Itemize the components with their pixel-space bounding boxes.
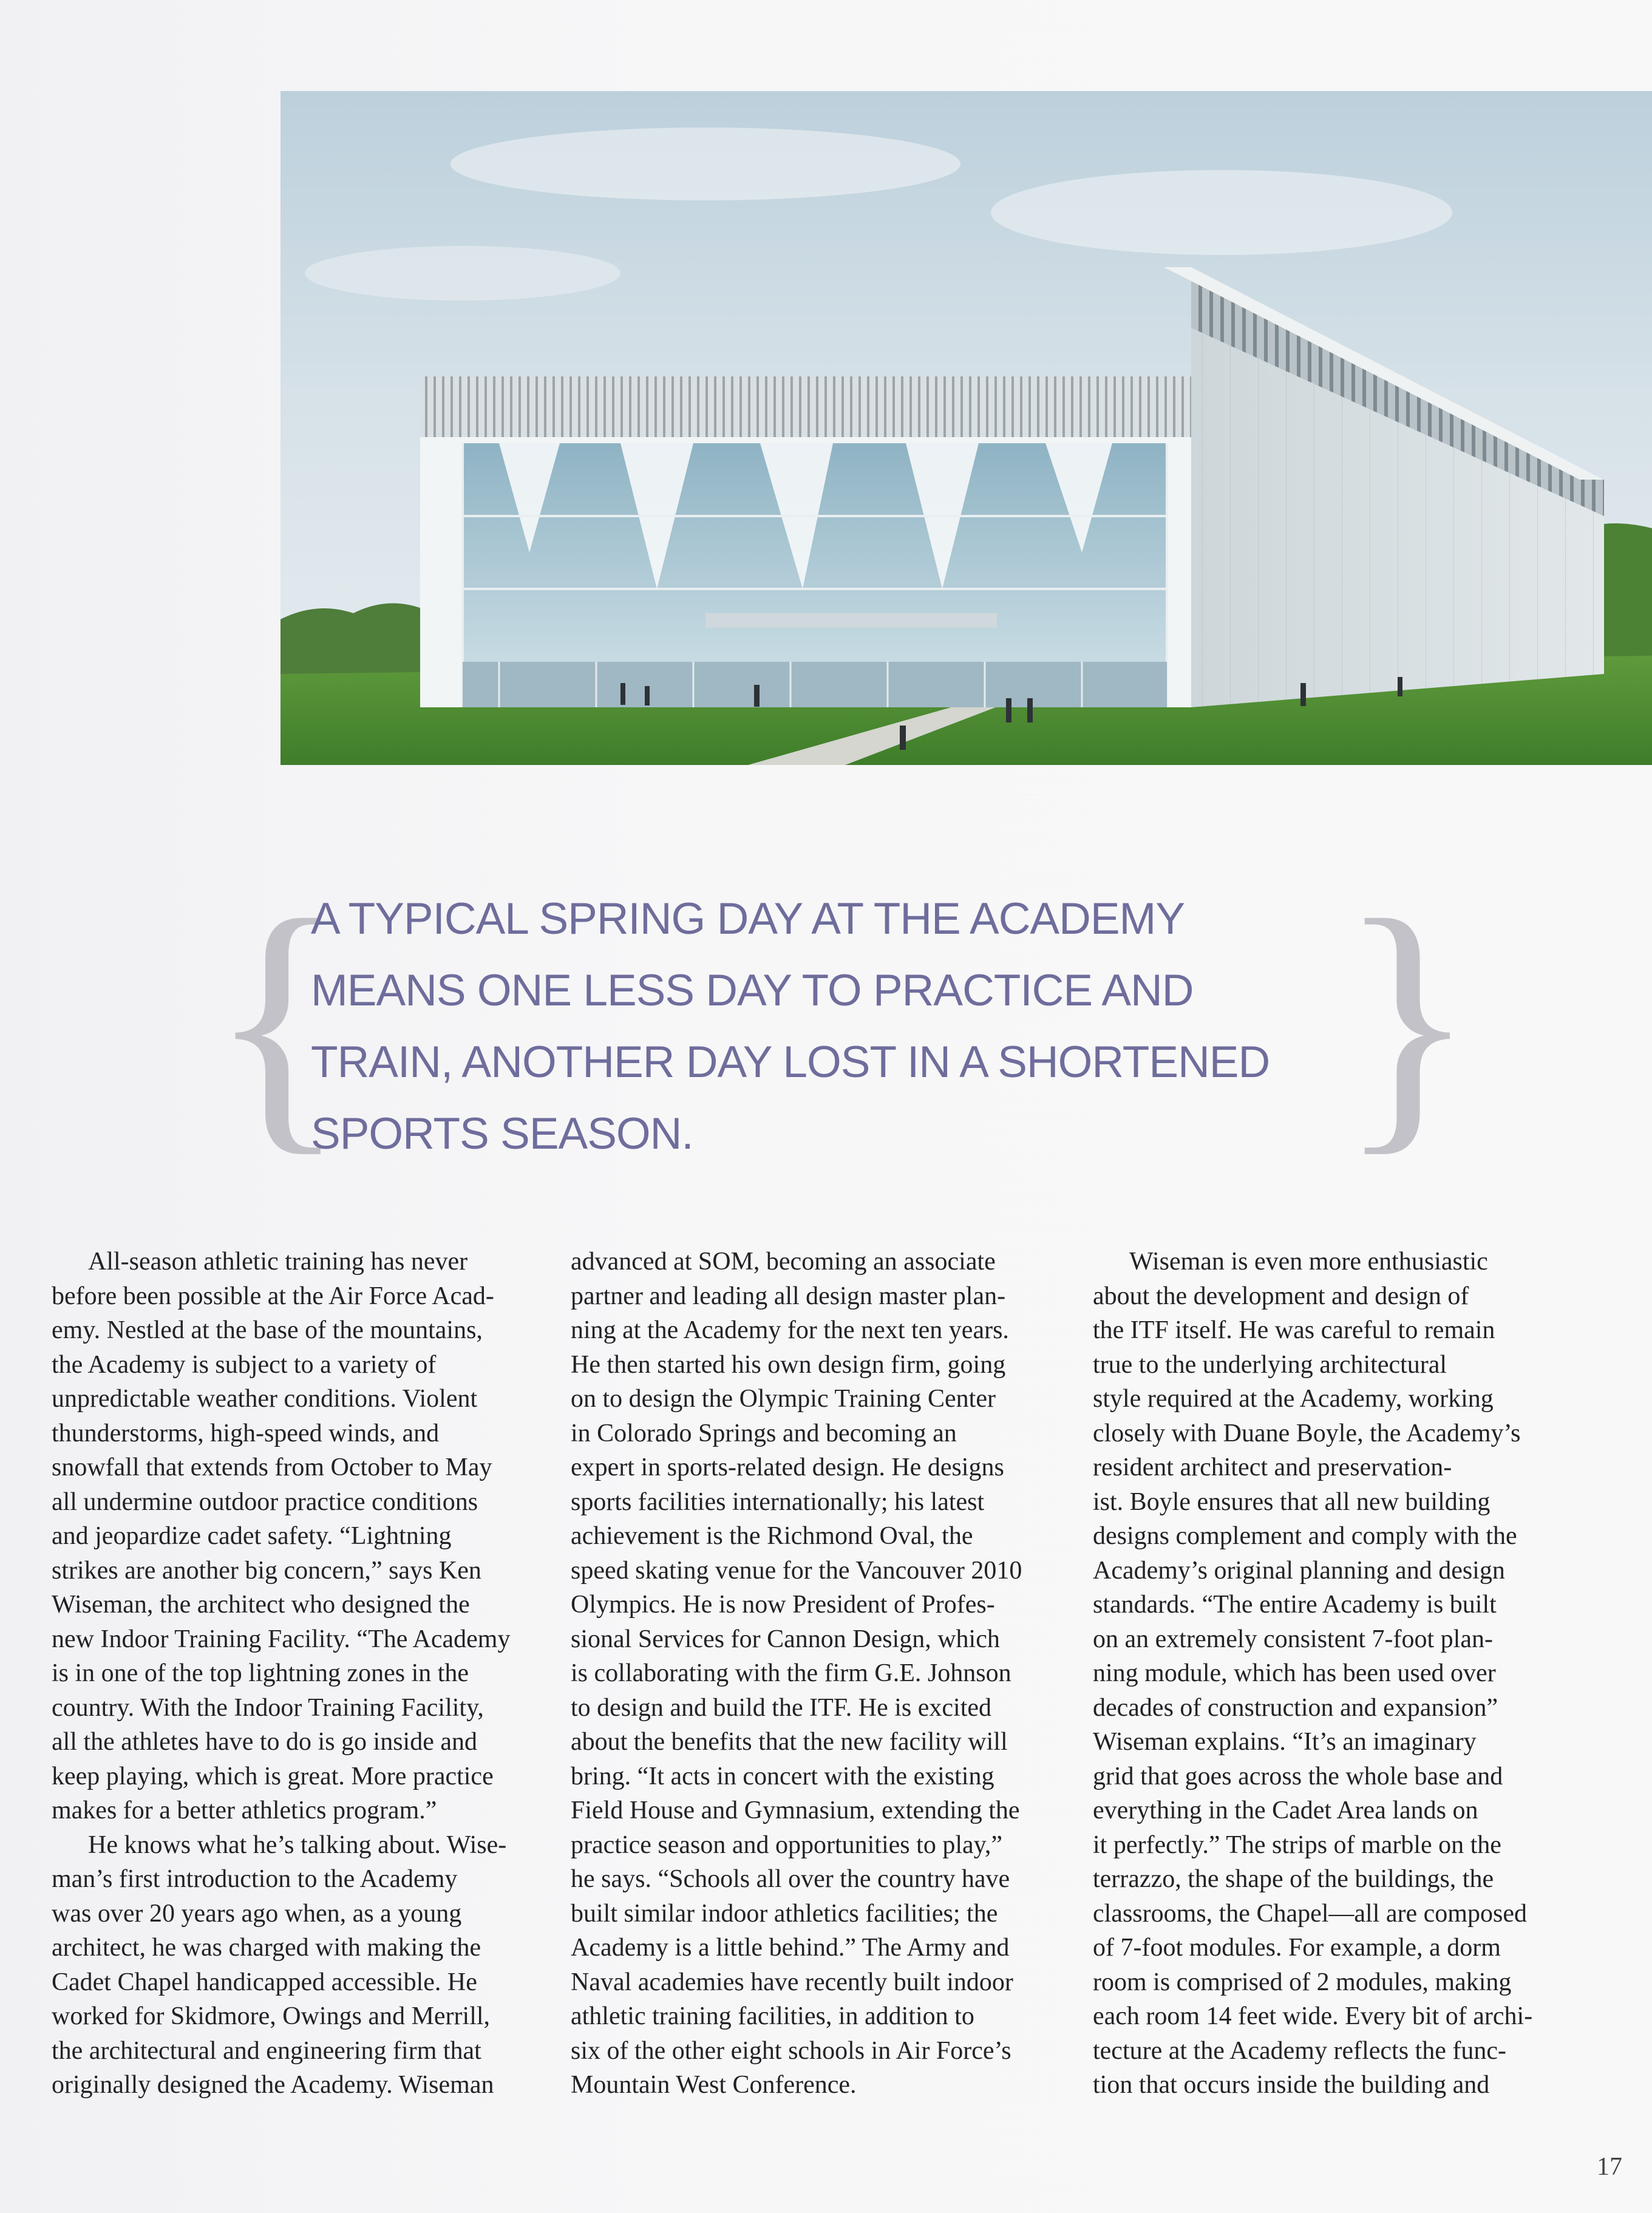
pull-quote-close-brace: } (1339, 862, 1476, 1178)
text-line: standards. “The entire Academy is built (1093, 1591, 1497, 1619)
text-line: all the athletes have to do is go inside and (52, 1728, 477, 1756)
text-line: built similar indoor athletics facilities; the (571, 1899, 998, 1928)
text-line: Wiseman explains. “It’s an imaginary (1093, 1728, 1477, 1756)
text-line: new Indoor Training Facility. “The Academy (52, 1625, 511, 1653)
text-line: about the development and design of (1093, 1282, 1469, 1310)
article-column-2 (571, 1245, 1069, 2103)
pull-quote-line: MEANS ONE LESS DAY TO PRACTICE AND (311, 966, 1194, 1015)
text-line: was over 20 years ago when, as a young (52, 1899, 462, 1928)
text-line: everything in the Cadet Area lands on (1093, 1797, 1478, 1824)
text-line: Naval academies have recently built indoor (571, 1968, 1013, 1996)
text-line: the architectural and engineering firm that (52, 2036, 481, 2065)
text-line: resident architect and preservation- (1093, 1453, 1452, 1481)
text-line: he says. “Schools all over the country have (571, 1865, 1010, 1893)
hero-building-rendering (280, 91, 1652, 765)
pull-quote (311, 883, 1355, 1170)
text-line: Mountain West Conference. (571, 2071, 857, 2099)
text-line: He then started his own design firm, going (571, 1350, 1006, 1379)
text-line: Academy is a little behind.” The Army and (571, 1934, 1010, 1962)
text-line: advanced at SOM, becoming an associate (571, 1248, 996, 1276)
text-line: style required at the Academy, working (1093, 1385, 1494, 1413)
text-line: six of the other eight schools in Air Force’s (571, 2036, 1011, 2065)
text-line: Wiseman is even more enthusiastic (1129, 1248, 1488, 1276)
text-line: before been possible at the Air Force Acad- (52, 1282, 494, 1310)
text-line: and jeopardize cadet safety. “Lightning (52, 1522, 452, 1550)
building-illustration (280, 91, 1652, 765)
text-line: partner and leading all design master plan- (571, 1282, 1006, 1310)
text-line: sional Services for Cannon Design, which (571, 1625, 1000, 1653)
text-line: it perfectly.” The strips of marble on the (1093, 1831, 1501, 1859)
text-line: about the benefits that the new facility will (571, 1728, 1008, 1756)
text-line: Field House and Gymnasium, extending the (571, 1797, 1020, 1824)
text-line: sports facilities internationally; his latest (571, 1487, 985, 1516)
text-line: Academy’s original planning and design (1093, 1556, 1505, 1585)
text-line: tion that occurs inside the building and (1093, 2071, 1490, 2099)
text-line: each room 14 feet wide. Every bit of archi- (1093, 2002, 1533, 2030)
text-line: the ITF itself. He was careful to remain (1093, 1316, 1495, 1344)
text-line: keep playing, which is great. More practice (52, 1762, 494, 1790)
text-line: bring. “It acts in concert with the existing (571, 1762, 994, 1790)
text-line: Olympics. He is now President of Profes- (571, 1591, 995, 1619)
text-line: terrazzo, the shape of the buildings, the (1093, 1865, 1494, 1893)
text-line: grid that goes across the whole base and (1093, 1762, 1503, 1790)
text-line: designs complement and comply with the (1093, 1522, 1517, 1550)
text-line: architect, he was charged with making the (52, 1934, 481, 1962)
pull-quote-open-brace: { (209, 862, 347, 1178)
text-line: achievement is the Richmond Oval, the (571, 1522, 973, 1550)
text-line: ning at the Academy for the next ten years. (571, 1316, 1009, 1344)
text-line: ist. Boyle ensures that all new building (1093, 1487, 1491, 1516)
text-line: decades of construction and expansion” (1093, 1693, 1498, 1722)
page-number: 17 (1597, 2153, 1622, 2181)
text-line: Wiseman, the architect who designed the (52, 1591, 470, 1619)
text-line: is collaborating with the firm G.E. Johnson (571, 1659, 1011, 1687)
text-line: Cadet Chapel handicapped accessible. He (52, 1968, 477, 1996)
text-line: is in one of the top lightning zones in the (52, 1659, 469, 1687)
text-line: in Colorado Springs and becoming an (571, 1419, 957, 1447)
pull-quote-line: A TYPICAL SPRING DAY AT THE ACADEMY (311, 894, 1185, 943)
text-line: tecture at the Academy reflects the func- (1093, 2036, 1506, 2065)
text-line: closely with Duane Boyle, the Academy’s (1093, 1419, 1521, 1447)
article-column-3 (1093, 1245, 1591, 2103)
text-line: originally designed the Academy. Wiseman (52, 2071, 494, 2099)
pull-quote-line: SPORTS SEASON. (311, 1109, 693, 1158)
text-line: practice season and opportunities to play,” (571, 1831, 1003, 1859)
text-line: ning module, which has been used over (1093, 1659, 1496, 1687)
text-line: true to the underlying architectural (1093, 1350, 1447, 1379)
text-line: snowfall that extends from October to May (52, 1453, 492, 1481)
text-line: classrooms, the Chapel—all are composed (1093, 1899, 1527, 1928)
text-line: on to design the Olympic Training Center (571, 1385, 996, 1413)
article-column-1 (52, 1245, 549, 2103)
text-line: man’s first introduction to the Academy (52, 1865, 458, 1893)
text-line: All-season athletic training has never (88, 1248, 468, 1276)
text-line: makes for a better athletics program.” (52, 1797, 437, 1824)
pull-quote-line: TRAIN, ANOTHER DAY LOST IN A SHORTENED (311, 1038, 1270, 1087)
text-line: country. With the Indoor Training Facility, (52, 1693, 484, 1722)
text-line: all undermine outdoor practice conditions (52, 1487, 478, 1516)
text-line: the Academy is subject to a variety of (52, 1350, 437, 1379)
text-line: thunderstorms, high-speed winds, and (52, 1419, 440, 1447)
text-line: to design and build the ITF. He is excited (571, 1693, 991, 1722)
text-line: room is comprised of 2 modules, making (1093, 1968, 1512, 1996)
text-line: worked for Skidmore, Owings and Merrill, (52, 2002, 491, 2030)
text-line: emy. Nestled at the base of the mountains, (52, 1316, 483, 1344)
text-line: He knows what he’s talking about. Wise- (88, 1831, 507, 1859)
text-line: expert in sports-related design. He designs (571, 1453, 1004, 1481)
text-line: unpredictable weather conditions. Violent (52, 1385, 478, 1413)
text-line: on an extremely consistent 7-foot plan- (1093, 1625, 1493, 1653)
text-line: speed skating venue for the Vancouver 2010 (571, 1556, 1022, 1585)
text-line: of 7-foot modules. For example, a dorm (1093, 1934, 1501, 1962)
text-line: athletic training facilities, in addition to (571, 2002, 974, 2030)
text-line: strikes are another big concern,” says Ken (52, 1556, 481, 1585)
